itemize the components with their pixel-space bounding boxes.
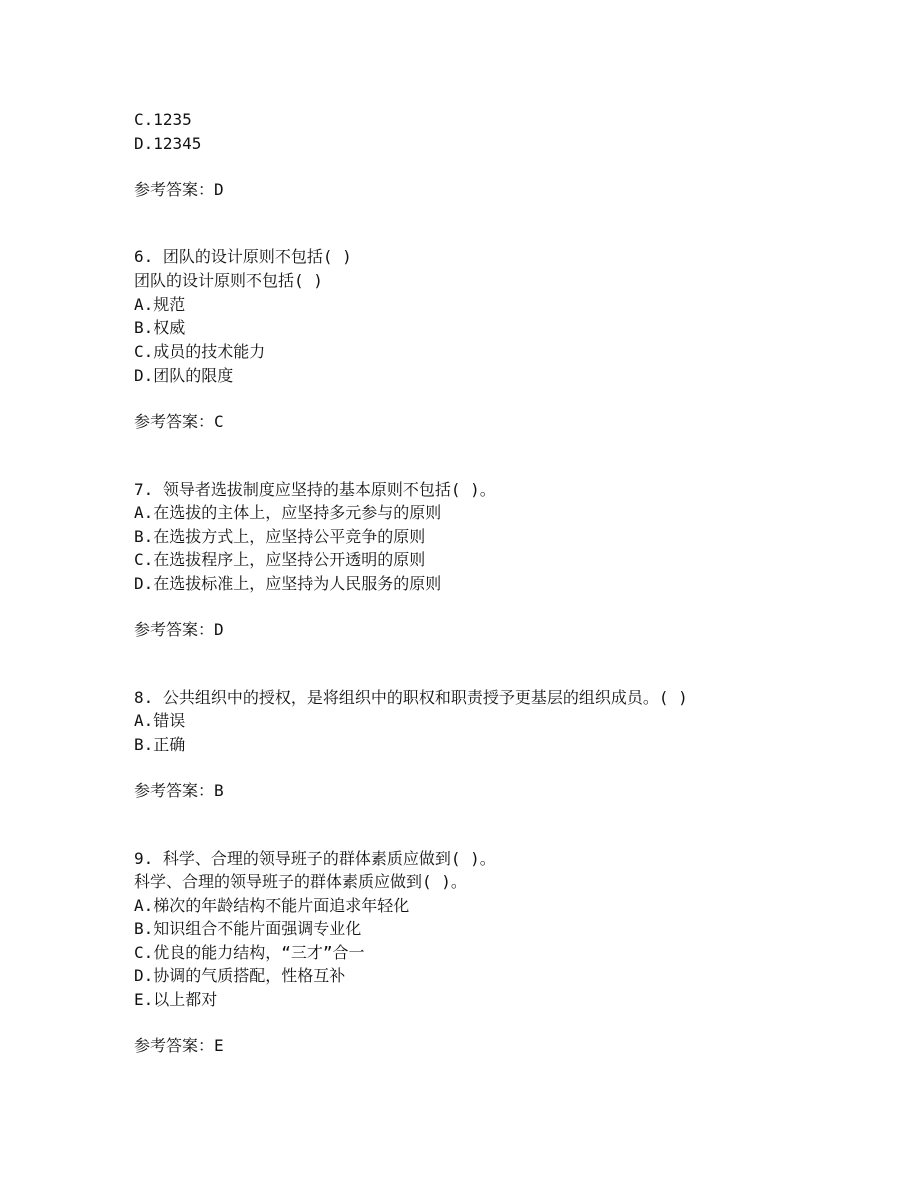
- q7-option-b: B.在选拔方式上，应坚持公平竞争的原则: [134, 527, 426, 546]
- q5-option-d: D.12345: [134, 134, 202, 153]
- q9-option-e: E.以上都对: [134, 990, 218, 1009]
- q8-option-a: A.错误: [134, 711, 186, 730]
- q6-option-b: B.权威: [134, 318, 186, 337]
- q6-answer: 参考答案：C: [134, 412, 224, 431]
- q6-option-a: A.规范: [134, 295, 186, 314]
- q6-option-d: D.团队的限度: [134, 366, 234, 385]
- q7-option-d: D.在选拔标准上，应坚持为人民服务的原则: [134, 574, 442, 593]
- q8-answer: 参考答案：B: [134, 781, 224, 800]
- q7-option-c: C.在选拔程序上，应坚持公开透明的原则: [134, 550, 426, 569]
- q9-option-b: B.知识组合不能片面强调专业化: [134, 919, 362, 938]
- q9-question: 9. 科学、合理的领导班子的群体素质应做到( )。: [134, 849, 496, 868]
- q9-question-repeat: 科学、合理的领导班子的群体素质应做到( )。: [134, 872, 467, 891]
- q8-option-b: B.正确: [134, 735, 186, 754]
- q5-answer: 参考答案：D: [134, 180, 224, 199]
- q6-question-repeat: 团队的设计原则不包括( ): [134, 271, 323, 290]
- q7-question: 7. 领导者选拔制度应坚持的基本原则不包括( )。: [134, 480, 496, 499]
- q5-option-c: C.1235: [134, 110, 192, 129]
- q8-question: 8. 公共组织中的授权，是将组织中的职权和职责授予更基层的组织成员。( ): [134, 688, 688, 707]
- q9-option-a: A.梯次的年龄结构不能片面追求年轻化: [134, 896, 410, 915]
- q7-option-a: A.在选拔的主体上，应坚持多元参与的原则: [134, 503, 442, 522]
- q9-answer: 参考答案：E: [134, 1036, 224, 1055]
- q6-option-c: C.成员的技术能力: [134, 342, 266, 361]
- q7-answer: 参考答案：D: [134, 620, 224, 639]
- q9-option-c: C.优良的能力结构，“三才”合一: [134, 943, 365, 962]
- q6-question: 6. 团队的设计原则不包括( ): [134, 247, 352, 266]
- q9-option-d: D.协调的气质搭配，性格互补: [134, 966, 346, 985]
